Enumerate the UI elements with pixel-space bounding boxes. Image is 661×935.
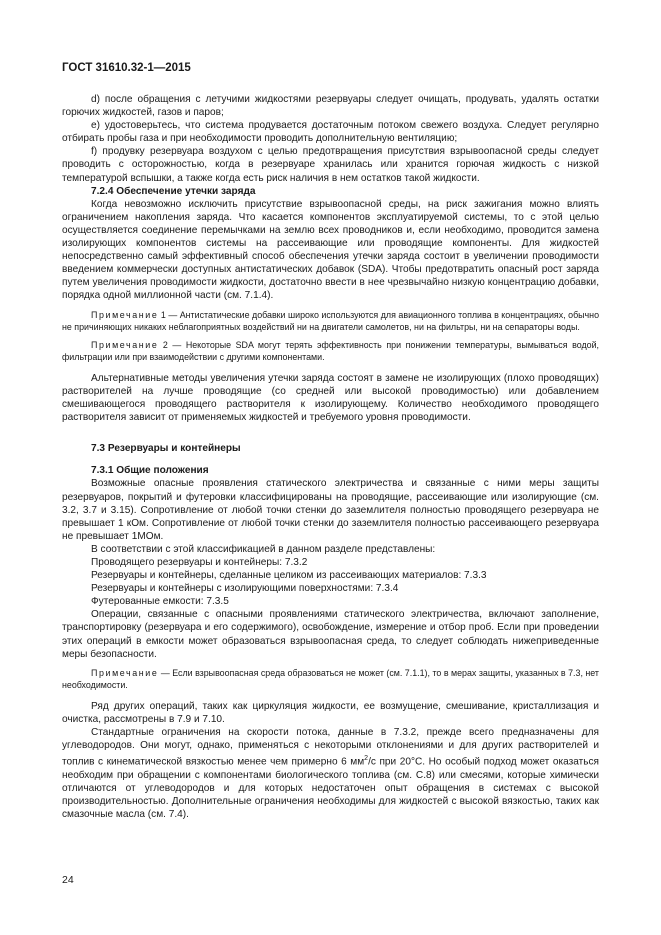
paragraph-7-3-1-a: Возможные опасные проявления статического электричества и связанные с ними меры защиты резервуаров, покрытий и футеровки классифицированы на проводящие, рассеивающие или изолирующие (см. 3.2, 3.7 и 3.15). Сопротивление от любой точки стенки до заземлителя полностью проводящего резервуара не превышает 1 кОм. Сопротивление от любой точки стенки до заземлителя полностью рассеивающего резервуара не превышает 1МОм. [62,478,599,542]
paragraph-7-3-1-b: В соответствии с этой классификацией в данном разделе представлены: [91,543,436,555]
note-1-text: 1 — Антистатические добавки широко используются для авиационного топлива в концентрациях, обычно не причиняющих никаких неблагоприятных воздействий ни на двигатели самолетов, ни на фильтры, ни на сепараторы воды. [62,309,599,332]
note-3-label: Примечание [91,667,159,678]
paragraph-7-3-1-d: Ряд других операций, таких как циркуляция жидкости, ее возмущение, смешивание, кристаллизация и очистка, рассмотрены в 7.9 и 7.10. [62,700,599,726]
paragraph-7-3-1-e [62,726,599,821]
document-header: ГОСТ 31610.32-1—2015 [62,62,191,74]
page-number: 24 [62,874,74,886]
paragraph-e: e) удостоверьтесь, что система продувается достаточным потоком свежего воздуха. Следует регулярно отбирать пробы газа и при необходимости проводить дополнительную вентиляцию; [62,120,599,145]
paragraph-7-3-1-c: Операции, связанные с опасными проявлениями статического электричества, включают заполнение, транспортировку (резервуара и его содержимого), освобождение, измерение и отбор проб. Если при проведении этих операций в емкости может образоваться взрывоопасная среда, то следует соблюдать нижеприведенные меры безопасности. [62,609,599,660]
section-heading-7-2-4: 7.2.4 Обеспечение утечки заряда [91,185,256,197]
paragraph-7-3-1-e-part-b: /с при 20°С. Но особый подход может оказаться необходим при обращении с компонентами биологического топлива (см. С.8) или смесями, которые химически отличаются от углеводородов и для которых недостаточен опыт обращения в системах с высокой производительностью. Дополнительные ограничения необходимы для жидкостей с высокой вязкостью, таких как смазочные масла (см. 7.4). [62,756,599,821]
superscript-2: 2 [364,755,369,763]
paragraph-d: d) после обращения с летучими жидкостями резервуары следует очищать, продувать, удалять остатки горючих жидкостей, газов и паров; [62,94,599,119]
note-3 [62,667,599,691]
page-content [62,93,599,821]
note-3-text: — Если взрывоопасная среда образоваться не может (см. 7.1.1), то в мерах защиты, указанных в 7.3, нет необходимости. [62,667,599,690]
section-heading-7-3-1: 7.3.1 Общие положения [91,465,209,477]
list-item: Футерованные емкости: 7.3.5 [91,596,229,608]
paragraph-7-2-4-b: Альтернативные методы увеличения утечки заряда состоят в замене не изолирующих (плохо проводящих) растворителей на лучше проводящие (со средней или высокой проводимостью) или добавлением смешивающегося проводящего растворителя к изолирующему. Количество необходимого проводящего растворителя зависит от применяемых жидкостей и требуемого уровня проводимости. [62,372,599,424]
note-1-label: Примечание [91,309,159,320]
note-2-label: Примечание [91,339,159,350]
list-item: Проводящего резервуары и контейнеры: 7.3.2 [91,557,308,568]
section-heading-7-3: 7.3 Резервуары и контейнеры [91,443,241,455]
paragraph-7-3-1-e-part-a: Стандартные ограничения на скорости потока, данные в 7.3.2, прежде всего предназначены для углеводородов. Они могут, однако, применяться с некоторыми отклонениями и для других растворителей и топлив с кинематической вязкостью менее чем примерно 6 мм [62,727,599,768]
note-1 [62,309,599,333]
note-2-text: 2 — Некоторые SDA могут терять эффективность при понижении температуры, вымываться водой, фильтрации или при взаимодействии с другими компонентами. [62,339,599,362]
paragraph-f: f) продувку резервуара воздухом с целью предотвращения присутствия взрывоопасной среды следует проводить с осторожностью, когда в резервуаре хранилась или хранится горючая жидкость с низкой температурой вспышки, а также когда есть риск наличия в нем остатков такой жидкости. [62,146,599,184]
list-item: Резервуары и контейнеры с изолирующими поверхностями: 7.3.4 [91,583,399,595]
paragraph-7-2-4-a: Когда невозможно исключить присутствие взрывоопасной среды, на риск зажигания можно влиять ограничением накопления заряда. Что касается компонентов эксплуатируемой системы, то с этой целью осуществляется соединение перемычками на землю всех проводников и, если необходимо, проводится замена изолирующих компонентов системы на рассеивающие или проводящие компоненты. Для жидкостей непосредственно самый эффективный способ обеспечения утечки заряда состоит в увеличении проводимости введением коммерчески доступных антистатических добавок (SDA). Чтобы предотвратить опасный рост заряда путем увеличения проводимости жидкости, достаточно ввести в нее чрезвычайно низкую концентрацию добавки, порядка одной миллионной части (см. 7.1.4). [62,198,599,302]
note-2 [62,339,599,363]
list-item: Резервуары и контейнеры, сделанные целиком из рассеивающих материалов: 7.3.3 [91,570,487,582]
